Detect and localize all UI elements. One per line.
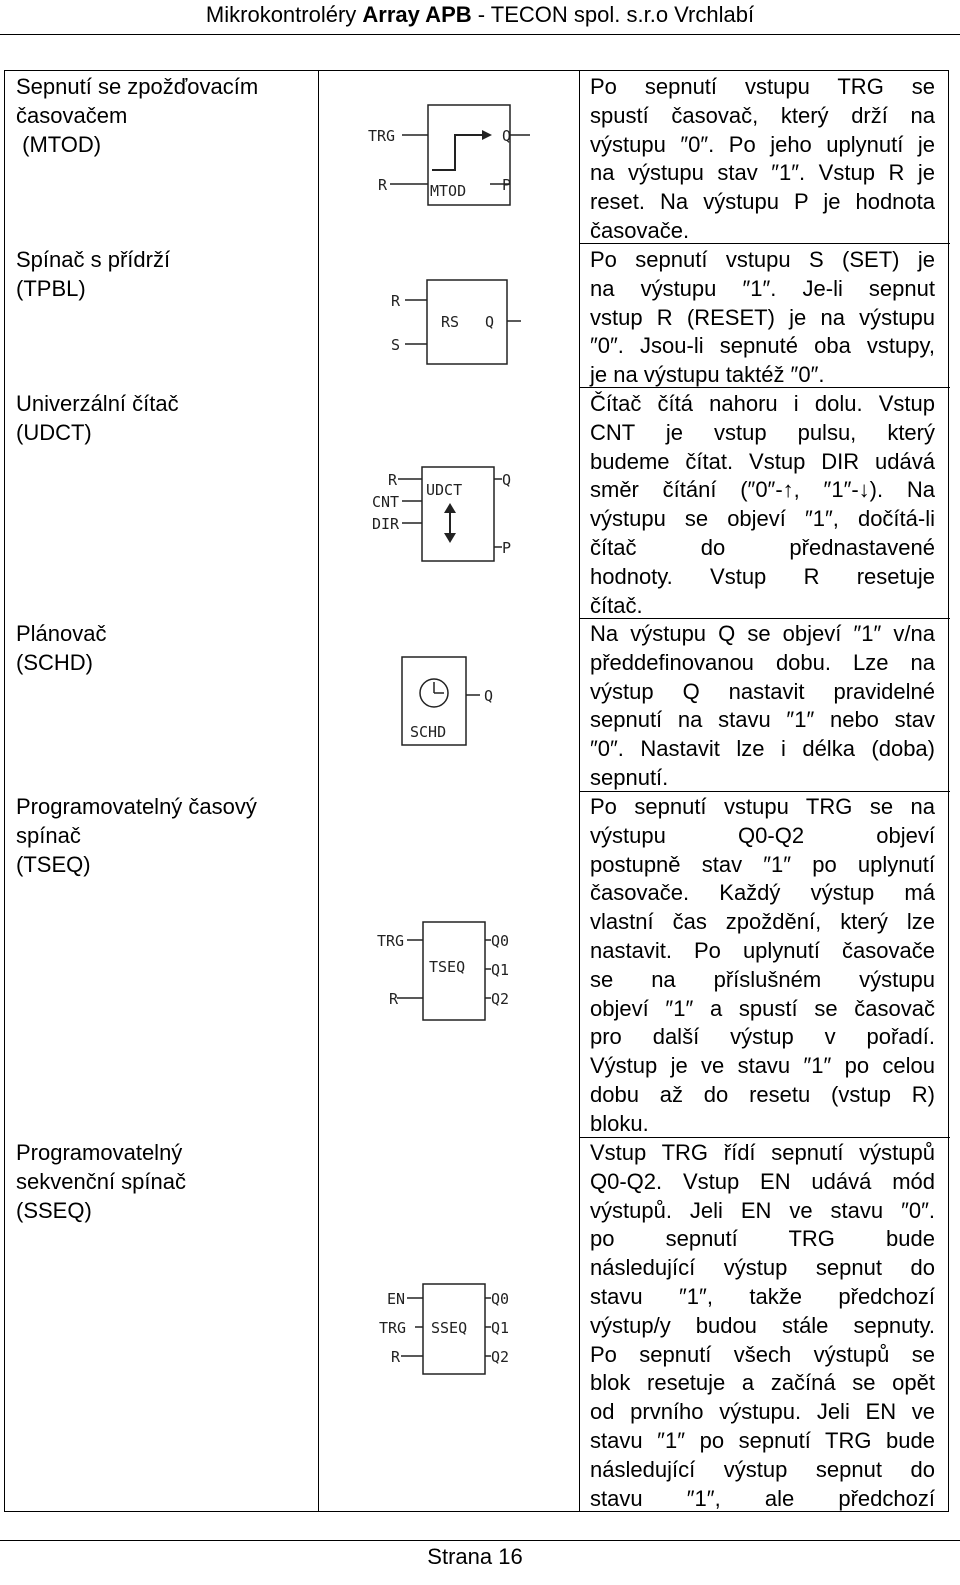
udct-input-label: R [388,471,398,489]
schd-title: SCHD [410,723,447,741]
header-product: Array APB [362,2,472,27]
sseq-block-symbol [379,1280,525,1380]
udct-output-label: Q [502,471,512,489]
mtod-input-label: TRG [368,127,396,145]
rs-title: RS [441,313,460,331]
sseq-output-label: Q2 [491,1348,510,1366]
mtod-output-label: P [502,176,512,194]
mtod-output-label: Q [502,127,512,145]
rs-block-symbol [385,278,525,368]
sseq-input-label: R [391,1348,401,1366]
sseq-output-label: Q1 [491,1319,510,1337]
schd-output-label: Q [484,687,494,705]
schd-block-symbol [400,655,510,750]
function-name-schd: Plánovač (SCHD) [16,621,107,675]
header-divider [0,34,960,35]
udct-title: UDCT [426,481,463,499]
function-name-sseq: Programovatelný sekvenční spínač (SSEQ) [16,1140,186,1223]
header-prefix: Mikrokontroléry [205,2,363,27]
function-description-mtod: Po sepnutí vstupu TRG se spustí časovač, který drží na výstupu ″0″. Po jeho uplynutí je na výstupu stav ″1″. Vstup R je reset. Na výstupu P je hodnota časovače. [590,74,935,243]
tseq-input-label: R [389,990,399,1008]
tseq-output-label: Q2 [491,990,510,1008]
udct-output-label: P [502,539,512,557]
function-name-tseq: Programovatelný časový spínač (TSEQ) [16,794,257,877]
function-name-udct: Univerzální čítač (UDCT) [16,391,179,445]
sseq-input-label: EN [387,1290,406,1308]
sseq-title: SSEQ [431,1319,468,1337]
function-description-udct: Čítač čítá nahoru i dolu. Vstup CNT je vstup pulsu, který budeme čítat. Vstup DIR udává směr čítání (″0″-↑, ″1″-↓). Na výstupu se objeví ″1″, dočítá-li čítač do přednastavené hodnoty. Vstup R resetuje čítač. [590,391,935,618]
function-description-schd: Na výstupu Q se objeví ″1″ v/na předdefinovanou dobu. Lze na výstup Q nastavit pravidelné sepnutí na stavu ″1″ nebo stav ″0″. Nastavit lze i délka (doba) sepnutí. [590,621,935,790]
function-name-tpbl: Spínač s přídrží (TPBL) [16,247,171,301]
mtod-block-symbol [360,100,530,210]
tseq-output-label: Q1 [491,961,510,979]
footer-divider [0,1540,960,1541]
tseq-output-label: Q0 [491,932,510,950]
udct-block-symbol [370,465,530,565]
tseq-input-label: TRG [377,932,405,950]
page-number: Strana 16 [427,1544,523,1569]
function-description-tseq: Po sepnutí vstupu TRG se na výstupu Q0-Q2 objeví postupně stav ″1″ po uplynutí časovače. Každý výstup má vlastní čas zpoždění, který lze nastavit. Po uplynutí časovače se na příslušném výstupu objeví ″1″ a spustí se časovač pro další výstup v pořadí. Výstup je ve stavu ″1″ po celou dobu až do resetu (vstup R) bloku. [590,794,935,1136]
rs-output-label: Q [485,313,495,331]
column-divider [318,71,319,1511]
sseq-input-label: TRG [379,1319,407,1337]
mtod-input-label: R [378,176,388,194]
rs-input-label: S [391,336,401,354]
rs-input-label: R [391,292,401,310]
function-description-tpbl: Po sepnutí vstupu S (SET) je na výstupu ″1″. Je-li sepnut vstup R (RESET) je na výstupu ″0″. Jsou-li sepnuté oba vstupy, je na výstupu taktéž ″0″. [590,247,935,388]
tseq-title: TSEQ [429,958,466,976]
header-suffix: - TECON spol. s.r.o Vrchlabí [471,2,755,27]
udct-input-label: DIR [372,515,400,533]
udct-input-label: CNT [372,493,400,511]
sseq-output-label: Q0 [491,1290,510,1308]
mtod-title: MTOD [430,182,467,200]
function-description-sseq: Vstup TRG řídí sepnutí výstupů Q0-Q2. Vstup EN udává mód výstupů. Jeli EN ve stavu ″0″. po sepnutí TRG bude následující výstup sepnut do stavu ″1″, takže předchozí výstup/y budou stále sepnuty. Po sepnutí všech výstupů se blok resetuje a začíná se opět od prvního výstupu. Jeli EN ve stavu ″1″ po sepnutí TRG bude následující výstup sepnut do stavu ″1″, ale předchozí [590,1140,935,1511]
page-header [0,0,960,36]
function-name-mtod: Sepnutí se zpožďovacím časovačem (MTOD) [16,74,259,157]
tseq-block-symbol [375,910,525,1025]
